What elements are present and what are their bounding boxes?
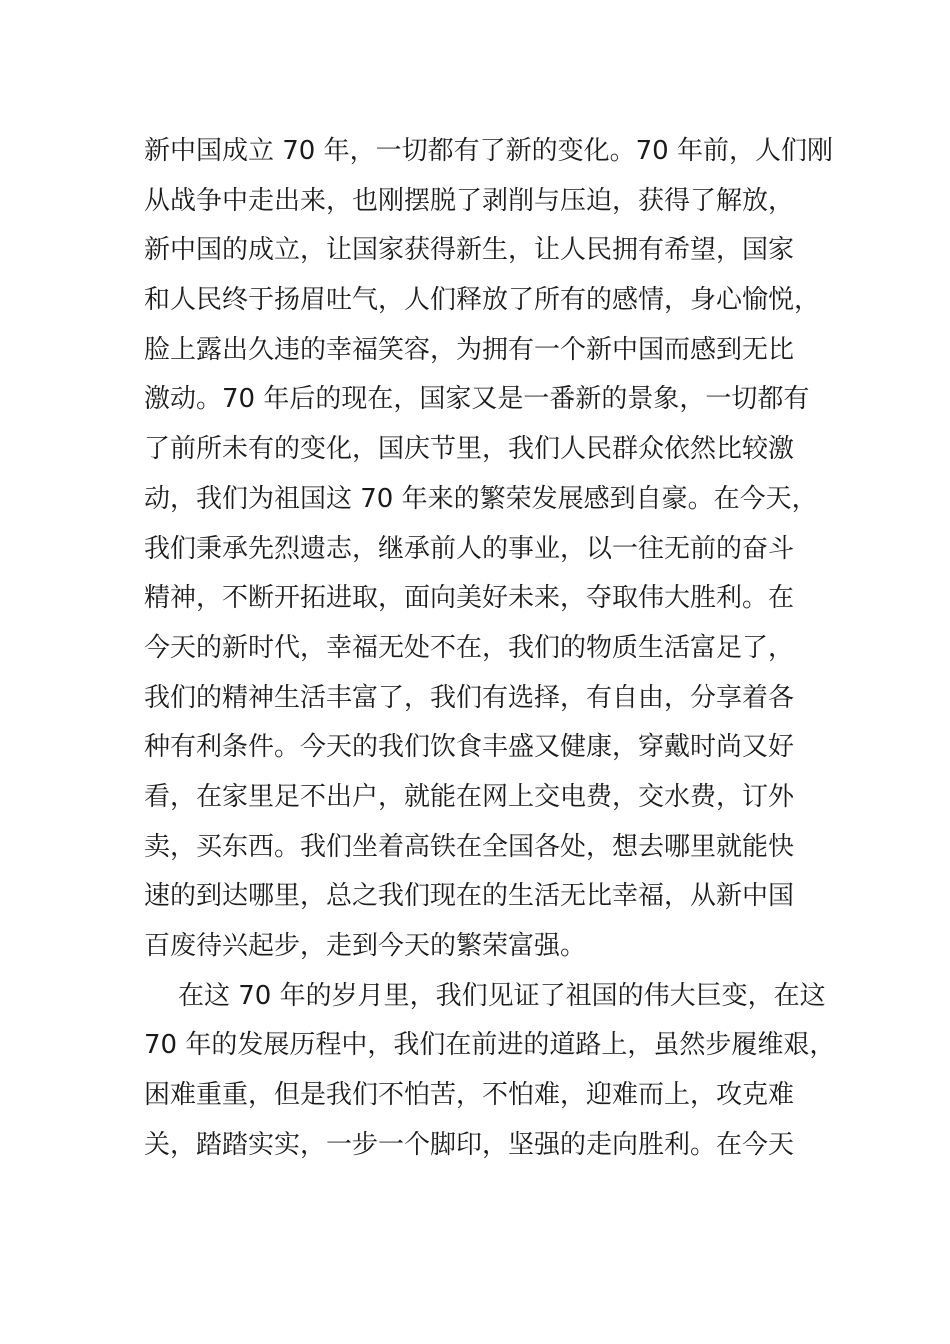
text-line: 在这 70 年的岁月里，我们见证了祖国的伟大巨变，在这 [178,980,826,1011]
text-line: 和人民终于扬眉吐气，人们释放了所有的感情，身心愉悦， [144,285,821,316]
text-line: 新中国成立 70 年，一切都有了新的变化。70 年前，人们刚 [144,136,833,166]
text-line: 了前所未有的变化，国庆节里，我们人民群众依然比较激 [144,434,795,465]
text-line: 70 年的发展历程中，我们在前进的道路上，虽然步履维艰， [144,1030,836,1061]
text-line: 百废待兴起步，走到今天的繁荣富强。 [144,931,587,961]
text-line: 我们的精神生活丰富了，我们有选择，有自由，分享着各 [144,682,795,713]
text-line: 激动。70 年后的现在，国家又是一番新的景象，一切都有 [144,384,810,415]
body-text [144,127,836,1170]
text-line: 种有利条件。今天的我们饮食丰盛又健康，穿戴时尚又好 [144,732,795,763]
text-line: 精神，不断开拓进取，面向美好未来，夺取伟大胜利。在 [144,583,795,614]
text-line: 我们秉承先烈遗志，继承前人的事业，以一往无前的奋斗 [144,533,795,564]
text-line: 脸上露出久违的幸福笑容，为拥有一个新中国而感到无比 [144,334,795,365]
text-line: 速的到达哪里，总之我们现在的生活无比幸福，从新中国 [144,881,795,912]
paragraph-1 [144,127,833,972]
paragraph-2 [144,972,836,1171]
text-line: 从战争中走出来，也刚摆脱了剥削与压迫，获得了解放， [144,185,795,216]
text-line: 动，我们为祖国这 70 年来的繁荣发展感到自豪。在今天， [144,483,818,514]
text-line: 看，在家里足不出户，就能在网上交电费，交水费，订外 [144,781,795,812]
text-line: 卖，买东西。我们坐着高铁在全国各处，想去哪里就能快 [144,831,795,862]
text-line: 关，踏踏实实，一步一个脚印，坚强的走向胜利。在今天 [144,1129,795,1160]
text-line: 今天的新时代，幸福无处不在，我们的物质生活富足了， [144,632,795,663]
text-line: 新中国的成立，让国家获得新生，让人民拥有希望，国家 [144,235,795,266]
text-line: 困难重重，但是我们不怕苦，不怕难，迎难而上，攻克难 [144,1080,795,1111]
